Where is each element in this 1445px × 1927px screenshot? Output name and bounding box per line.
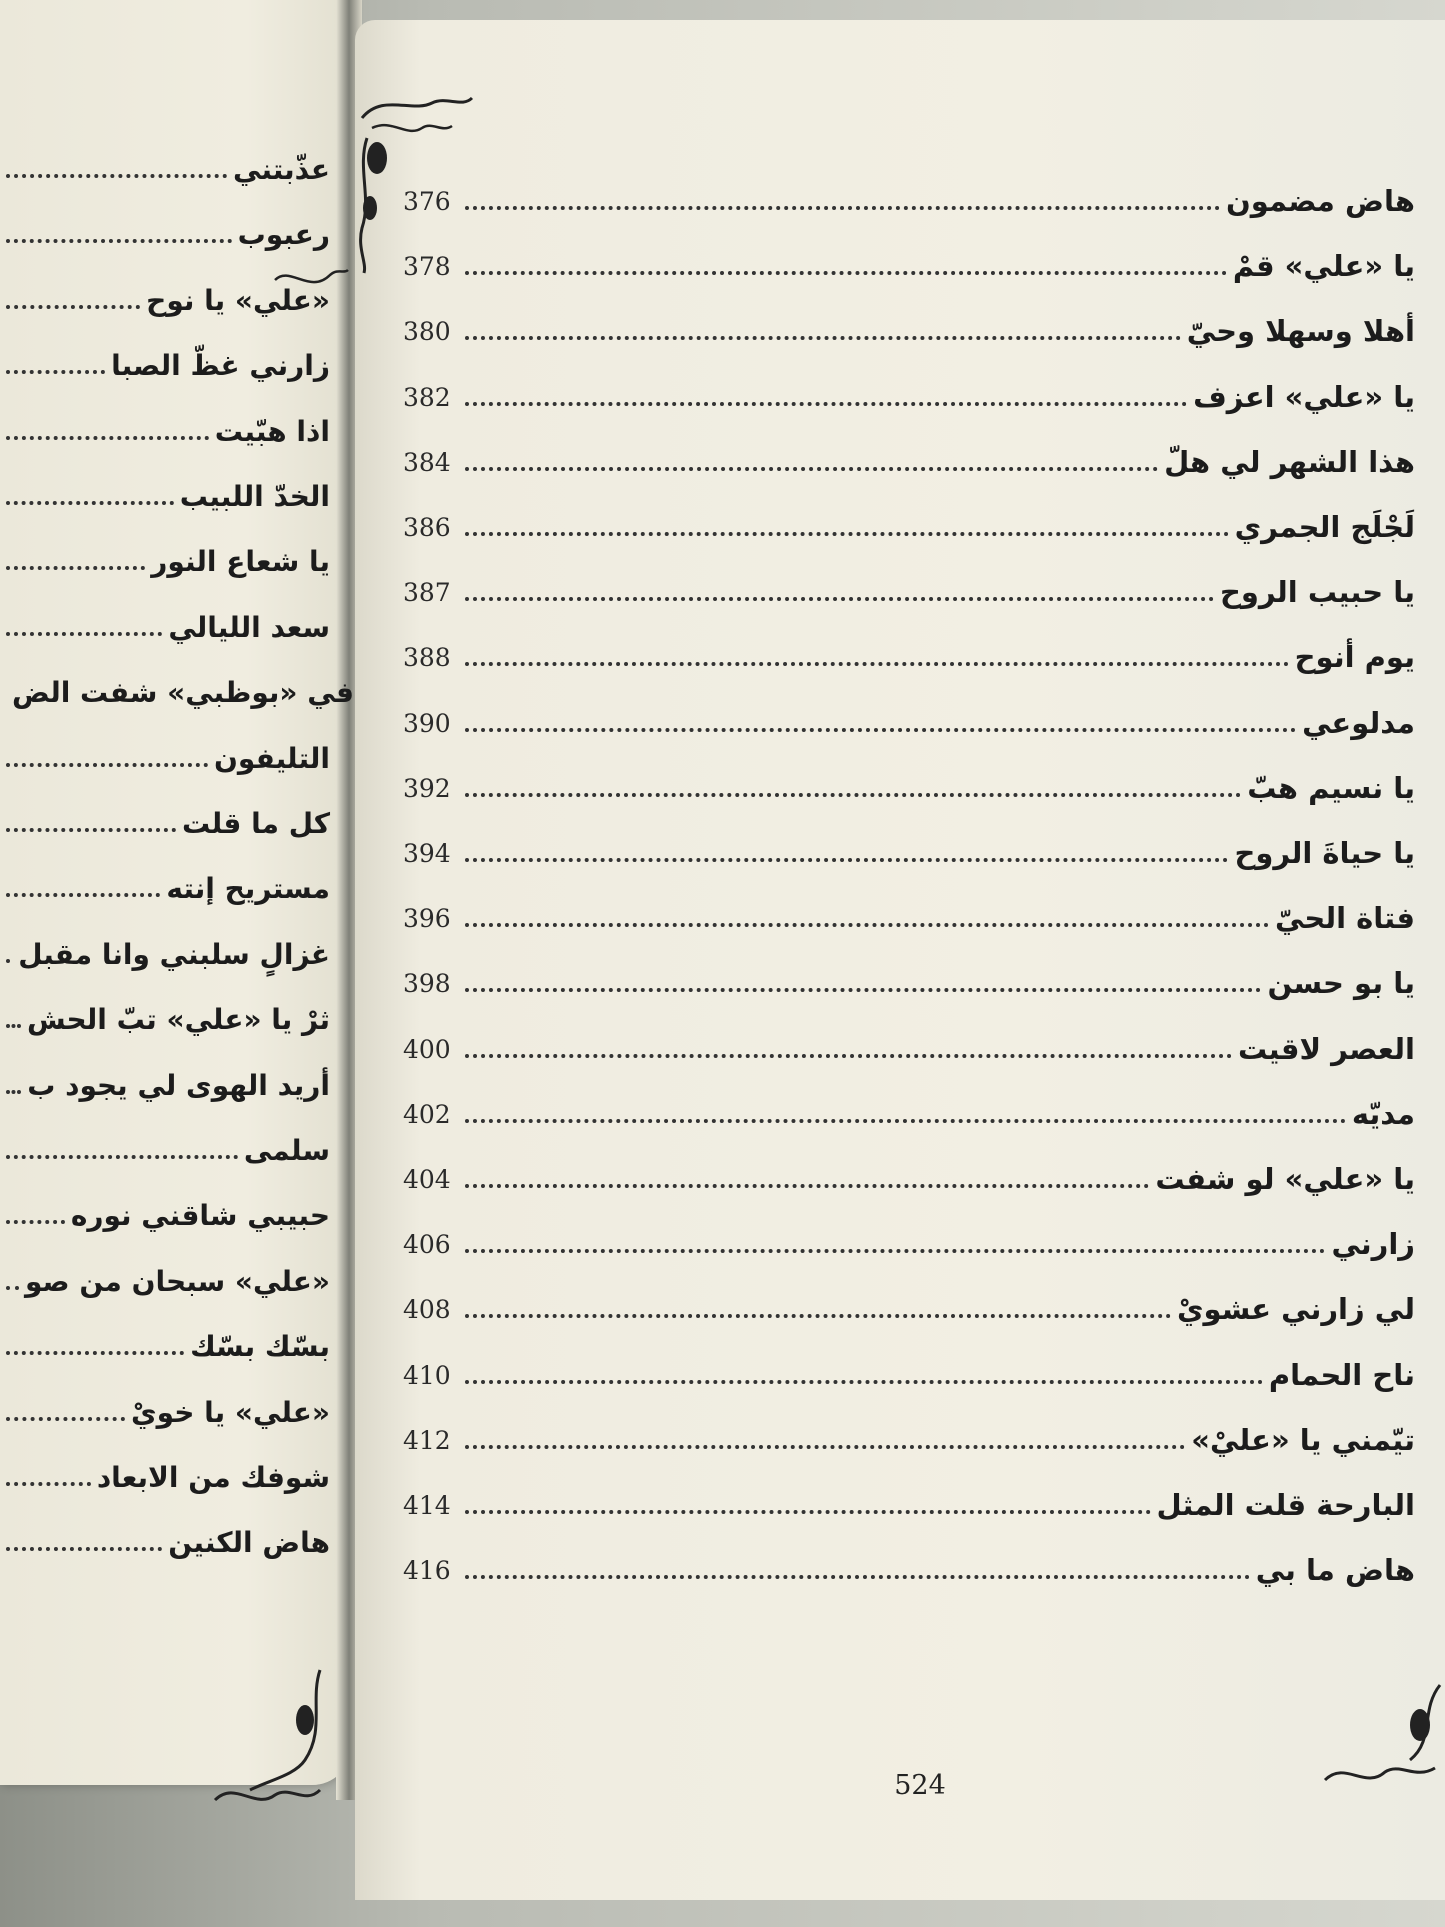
toc-entry — [0, 978, 330, 1038]
toc-leader-dots — [465, 270, 1227, 275]
toc-leader-dots — [6, 762, 208, 767]
toc-leader-dots — [465, 1313, 1171, 1318]
toc-title: زارني غظّ الصبا — [111, 349, 330, 383]
toc-title: «علي» يا خويْ — [131, 1395, 330, 1429]
toc-title: هذا الشهر لي هلّ — [1164, 444, 1415, 479]
toc-page-number: 390 — [403, 708, 451, 738]
toc-title: البارحة قلت المثل — [1156, 1488, 1415, 1522]
toc-title: هاض مضمون — [1225, 184, 1415, 218]
toc-title: رعبوب — [237, 218, 330, 252]
toc-entry — [0, 847, 330, 907]
toc-title: أهلا وسهلا وحيّ — [1186, 314, 1415, 349]
toc-entry — [0, 1044, 330, 1104]
toc-page-number: 416 — [403, 1556, 451, 1586]
toc-leader-dots — [465, 596, 1214, 601]
toc-leader-dots — [465, 1053, 1232, 1058]
toc-leader-dots — [6, 1350, 184, 1355]
toc-entry — [0, 259, 330, 319]
toc-title: يا حياةَ الروح — [1234, 836, 1415, 870]
toc-page-number: 406 — [403, 1230, 451, 1260]
toc-leader-dots — [465, 792, 1241, 797]
toc-leader-dots — [465, 661, 1289, 666]
toc-leader-dots — [465, 1183, 1149, 1188]
toc-leader-dots — [6, 500, 174, 505]
toc-entry — [0, 651, 354, 711]
toc-page-number: 378 — [403, 252, 451, 282]
toc-leader-dots — [6, 827, 176, 832]
toc-leader-dots — [465, 1574, 1250, 1579]
toc-title: ناح الحمام — [1268, 1357, 1415, 1392]
toc-title: لَجْلَج الجمري — [1234, 510, 1415, 544]
toc-page-number: 382 — [403, 382, 451, 412]
toc-entry — [0, 1109, 330, 1169]
toc-entry — [0, 717, 330, 777]
toc-page-number: 388 — [403, 643, 451, 673]
toc-page-number: 408 — [403, 1295, 451, 1325]
toc-title: لي زارني عشويْ — [1176, 1292, 1415, 1327]
toc-entry — [403, 551, 1415, 611]
toc-entry — [0, 1240, 330, 1300]
toc-entry — [403, 1399, 1415, 1459]
toc-title: كل ما قلت — [181, 807, 330, 840]
toc-entry — [403, 290, 1415, 350]
toc-entry — [403, 1138, 1415, 1198]
toc-entry — [0, 520, 330, 580]
toc-page-number: 384 — [403, 447, 451, 477]
toc-entry — [403, 1334, 1415, 1394]
toc-leader-dots — [465, 1118, 1346, 1123]
toc-entry — [0, 455, 330, 515]
toc-title: ثرْ يا «علي» تبّ الحش — [26, 1003, 330, 1037]
toc-entry — [0, 782, 330, 842]
toc-leader-dots — [465, 335, 1181, 340]
bottom-right-ornament-icon — [1320, 1680, 1445, 1800]
toc-entry — [403, 225, 1415, 285]
toc-page-number: 412 — [403, 1425, 451, 1455]
toc-page-number: 398 — [403, 969, 451, 999]
toc-leader-dots — [465, 727, 1296, 732]
toc-page-number: 400 — [403, 1034, 451, 1064]
toc-title: هاض ما بي — [1255, 1553, 1415, 1588]
toc-entry — [0, 1501, 330, 1561]
toc-title: فتاة الحيّ — [1274, 901, 1415, 936]
toc-title: «علي» يا نوح — [146, 283, 330, 317]
toc-title: بسّك بسّك — [190, 1330, 330, 1364]
toc-title: يا «علي» اعزف — [1193, 379, 1415, 414]
toc-leader-dots — [465, 1444, 1185, 1449]
toc-title: التليفون — [213, 741, 330, 775]
toc-title: اذا هبّيت — [214, 414, 330, 448]
toc-leader-dots — [6, 1089, 21, 1094]
toc-leader-dots — [6, 1416, 125, 1421]
page-number: 524 — [894, 1770, 946, 1801]
toc-entry — [0, 586, 330, 646]
toc-entry — [0, 128, 330, 188]
toc-entry — [403, 616, 1415, 676]
toc-entry — [403, 812, 1415, 872]
toc-page-number: 387 — [403, 578, 451, 608]
toc-leader-dots — [6, 435, 209, 440]
toc-title: «علي» سبحان من صو — [24, 1264, 330, 1298]
toc-entry — [403, 1203, 1415, 1263]
toc-leader-dots — [6, 1481, 91, 1486]
toc-entry — [0, 1305, 330, 1365]
toc-page-number: 386 — [403, 513, 451, 542]
toc-page-number: 376 — [403, 187, 451, 216]
toc-leader-dots — [6, 892, 160, 897]
toc-title: يا «علي» قمْ — [1232, 249, 1415, 284]
toc-entry — [403, 421, 1415, 481]
toc-entry — [403, 1529, 1415, 1589]
toc-entry — [403, 1073, 1415, 1133]
toc-title: غزالٍ سلبني وانا مقبل — [18, 937, 330, 971]
toc-title: هاض الكنين — [168, 1526, 330, 1560]
toc-leader-dots — [6, 369, 105, 374]
toc-title: يا «علي» لو شفت — [1155, 1162, 1415, 1196]
toc-page-number: 380 — [403, 317, 451, 347]
toc-entry — [403, 877, 1415, 937]
toc-page-number: 394 — [403, 839, 451, 868]
toc-title: أريد الهوى لي يجود ب — [27, 1068, 330, 1102]
toc-title: يا شعاع النور — [151, 545, 330, 579]
toc-page-number: 392 — [403, 773, 451, 803]
toc-leader-dots — [465, 205, 1220, 210]
toc-title: مدلوعي — [1302, 705, 1415, 740]
toc-page-number: 404 — [403, 1165, 451, 1194]
toc-entry — [403, 1268, 1415, 1328]
toc-entry — [0, 324, 330, 384]
toc-page-number: 410 — [403, 1360, 451, 1390]
toc-leader-dots — [6, 565, 145, 570]
toc-title: يا بو حسن — [1267, 966, 1415, 1001]
toc-entry — [0, 1436, 330, 1496]
toc-entry — [403, 747, 1415, 807]
toc-title: العصر لاقيت — [1237, 1031, 1415, 1066]
toc-title: في «بوظبي» شفت الض — [12, 676, 354, 710]
toc-leader-dots — [465, 922, 1269, 927]
toc-entry — [403, 1008, 1415, 1068]
toc-entry — [403, 942, 1415, 1002]
toc-title: الخدّ اللبيب — [179, 480, 330, 513]
toc-entry — [0, 390, 330, 450]
toc-entry — [0, 913, 330, 973]
toc-entry — [403, 160, 1415, 220]
toc-leader-dots — [6, 958, 12, 963]
toc-title: حبيبي شاقني نوره — [70, 1199, 330, 1233]
toc-title: زارني — [1331, 1227, 1415, 1262]
toc-leader-dots — [465, 531, 1229, 536]
toc-leader-dots — [465, 466, 1158, 471]
toc-title: سعد الليالي — [168, 610, 330, 644]
toc-entry — [403, 682, 1415, 742]
toc-title: يا حبيب الروح — [1219, 575, 1415, 610]
toc-entry — [403, 1464, 1415, 1524]
toc-title: سلمى — [243, 1134, 330, 1167]
toc-title: عذّبتني — [232, 153, 330, 186]
toc-title: مديّه — [1351, 1096, 1415, 1131]
toc-leader-dots — [6, 1546, 162, 1551]
toc-leader-dots — [6, 1154, 238, 1159]
toc-leader-dots — [465, 987, 1261, 992]
toc-leader-dots — [465, 1509, 1151, 1514]
toc-entry — [0, 193, 330, 253]
toc-page-number: 396 — [403, 904, 451, 934]
toc-page-number: 414 — [403, 1491, 451, 1520]
toc-entry — [0, 1174, 330, 1234]
toc-title: شوفك من الابعاد — [96, 1461, 330, 1494]
toc-leader-dots — [6, 238, 232, 243]
toc-leader-dots — [465, 1379, 1263, 1384]
toc-entry — [0, 1371, 330, 1431]
toc-leader-dots — [6, 1219, 65, 1224]
toc-leader-dots — [6, 173, 227, 178]
toc-title: يوم أنوح — [1294, 640, 1415, 675]
toc-title: تيّمني يا «عليْ» — [1191, 1422, 1415, 1457]
toc-title: مستريح إنته — [166, 872, 330, 906]
toc-entry — [403, 486, 1415, 546]
toc-entry — [403, 356, 1415, 416]
toc-leader-dots — [465, 1248, 1325, 1253]
toc-leader-dots — [465, 857, 1228, 862]
toc-title: يا نسيم هبّ — [1247, 770, 1415, 805]
toc-leader-dots — [6, 1023, 21, 1028]
toc-leader-dots — [6, 631, 162, 636]
toc-leader-dots — [465, 401, 1187, 406]
bottom-left-ornament-icon — [210, 1660, 330, 1820]
toc-leader-dots — [6, 1285, 19, 1290]
toc-page-number: 402 — [403, 1099, 451, 1129]
toc-leader-dots — [6, 304, 140, 309]
